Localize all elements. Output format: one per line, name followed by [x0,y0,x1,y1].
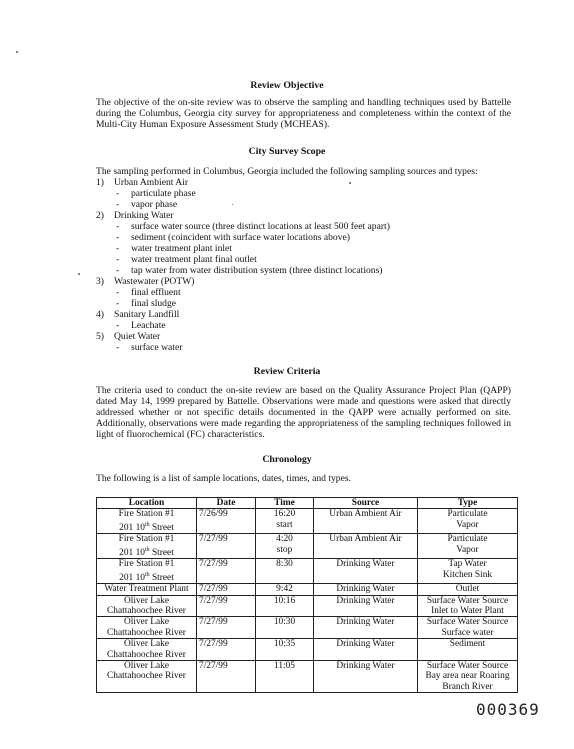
review-criteria-heading: Review Criteria [253,366,321,377]
source-subitem-label: sediment (coincident with surface water locations above) [131,232,350,243]
cell-line: Surface Water Source [426,595,509,606]
source-subitem [96,320,516,331]
cell-line: Fire Station #1 [118,509,175,520]
cell-location [97,595,197,617]
cell-source: Drinking Water [314,584,418,595]
bullet-dash: - [116,342,120,353]
cell-date: 7/27/99 [197,661,256,693]
cell-type [418,617,518,639]
cell-source: Drinking Water [314,661,418,693]
cell-line: 16:20 [273,509,296,520]
source-subitem [96,243,516,254]
cell-time [256,509,314,534]
cell-line: Oliver Lake [123,639,170,650]
cell-line: Particulate [447,509,488,520]
cell-line: Chattahoochee River [107,606,186,617]
cell-location [97,509,197,534]
cell-location [97,661,197,693]
cell-line: Inlet to Water Plant [431,606,504,617]
source-item [96,210,516,221]
bullet-dash: - [116,254,120,265]
column-header-source: Source [314,498,418,509]
bates-stamp: 000369 [476,700,540,719]
bullet-dash: - [116,265,120,276]
source-item [96,276,516,287]
chronology-heading: Chronology [262,454,312,465]
cell-line: Chattahoochee River [107,671,186,682]
source-subitem-label: Leachate [131,320,166,331]
source-subitem [96,265,516,276]
cell-time [256,559,314,584]
cell-time [256,534,314,559]
source-number: 4) [96,309,104,320]
cell-line: Fire Station #1 [118,534,175,545]
cell-line: 10:16 [273,595,296,606]
source-subitem [96,298,516,309]
cell-line: Vapor [456,519,479,530]
bullet-dash: - [116,287,120,298]
cell-type [418,661,518,693]
source-subitem [96,232,516,243]
column-header-time: Time [256,498,314,509]
source-subitem [96,287,516,298]
city-survey-heading: City Survey Scope [248,146,326,157]
table-row [97,661,518,693]
source-subitem [96,254,516,265]
source-subitem [96,199,516,210]
source-number: 1) [96,177,104,188]
cell-line: Surface water [441,627,494,638]
scan-speck [78,273,80,275]
source-item [96,177,516,188]
cell-time [256,639,314,661]
cell-type [418,584,518,595]
source-label: Wastewater (POTW) [114,276,195,287]
cell-source: Drinking Water [314,595,418,617]
cell-line: 201 10th Street [119,546,174,558]
cell-type [418,509,518,534]
source-item [96,331,516,342]
cell-line: Particulate [447,534,488,545]
bullet-dash: - [116,199,120,210]
source-subitem-label: particulate phase [131,188,196,199]
cell-line: Oliver Lake [123,617,170,628]
cell-line: Kitchen Sink [442,569,493,580]
cell-location [97,584,197,595]
bullet-dash: - [116,320,120,331]
cell-time [256,584,314,595]
cell-source: Urban Ambient Air [314,509,418,534]
source-subitem-label: final effluent [131,287,181,298]
review-objective-text: The objective of the on-site review was to observe the sampling and handling techniques used by Battelle during the Columbus, Georgia city survey for appropriateness and completeness within the context of the Multi-City Human Exposure Assessment Study (MCHEAS). [96,97,511,130]
source-subitem [96,188,516,199]
cell-line: 201 10th Street [119,521,174,533]
cell-time [256,661,314,693]
source-label: Drinking Water [114,210,174,221]
cell-line: Chattahoochee River [107,627,186,638]
cell-source: Drinking Water [314,639,418,661]
cell-date: 7/27/99 [197,595,256,617]
source-subitem-label: water treatment plant inlet [131,243,232,254]
table-row [97,509,518,534]
cell-source: Urban Ambient Air [314,534,418,559]
cell-time [256,617,314,639]
source-subitem [96,221,516,232]
cell-line: Surface Water Source [426,661,509,672]
source-subitem-label: tap water from water distribution system (three distinct locations) [131,265,383,276]
table-row [97,595,518,617]
review-objective-heading: Review Objective [250,80,324,91]
cell-line: Chattahoochee River [107,649,186,660]
chronology-table [96,497,518,693]
sampling-source-list [96,177,516,353]
cell-line: start [276,519,293,530]
cell-type [418,595,518,617]
cell-line: Oliver Lake [123,661,170,672]
cell-line: Fire Station #1 [118,559,175,570]
cell-time [256,595,314,617]
source-number: 3) [96,276,104,287]
bullet-dash: - [116,188,120,199]
bullet-dash: - [116,298,120,309]
column-header-type: Type [418,498,518,509]
cell-line: Vapor [456,544,479,555]
source-item [96,309,516,320]
review-criteria-text: The criteria used to conduct the on-site review are based on the Quality Assurance Project Plan (QAPP) dated May 14, 1999 prepared by Battelle. Observations were made and questions were asked that directly addressed whether or not specific details documented in the QAPP were actually performed on site. Additionally, observations were made regarding the appropriateness of the sampling techniques followed in light of fluorochemical (FC) characteristics. [96,385,511,440]
source-subitem-label: surface water [131,342,183,353]
source-subitem-label: final sludge [131,298,177,309]
cell-line: Water Treatment Plant [104,584,189,595]
cell-line: 9:42 [276,584,293,595]
cell-date: 7/27/99 [197,639,256,661]
city-survey-intro: The sampling performed in Columbus, Georgia included the following sampling sources and types: [96,166,478,177]
cell-source: Drinking Water [314,617,418,639]
table-row [97,639,518,661]
cell-location [97,617,197,639]
source-number: 2) [96,210,104,221]
cell-line: Surface Water Source [426,617,509,628]
bullet-dash: - [116,243,120,254]
source-number: 5) [96,331,104,342]
cell-line: 4:20 [276,534,293,545]
cell-line: Tap Water [448,559,487,570]
cell-date: 7/27/99 [197,559,256,584]
cell-type [418,559,518,584]
cell-line: Oliver Lake [123,595,170,606]
source-subitem-label: vapor phase [131,199,178,210]
source-label: Urban Ambient Air [114,177,189,188]
column-header-date: Date [197,498,256,509]
cell-line: 201 10th Street [119,571,174,583]
scan-speck [16,51,18,53]
cell-line: stop [276,544,293,555]
cell-location [97,534,197,559]
bullet-dash: - [116,221,120,232]
table-row [97,559,518,584]
bullet-dash: - [116,232,120,243]
cell-location [97,639,197,661]
cell-line: Outlet [455,584,480,595]
cell-type [418,534,518,559]
source-subitem [96,342,516,353]
cell-line: Branch River [442,681,493,692]
column-header-location: Location [97,498,197,509]
cell-date: 7/27/99 [197,584,256,595]
table-header-row [97,498,518,509]
table-row [97,617,518,639]
cell-line: 8:30 [276,559,293,570]
cell-source: Drinking Water [314,559,418,584]
cell-type [418,639,518,661]
source-subitem-label: surface water source (three distinct locations at least 500 feet apart) [131,221,390,232]
cell-line: Sediment [449,639,486,650]
chronology-intro: The following is a list of sample locations, dates, times, and types. [96,473,351,484]
table-row [97,534,518,559]
cell-date: 7/27/99 [197,617,256,639]
cell-date: 7/27/99 [197,534,256,559]
source-subitem-label: water treatment plant final outlet [131,254,257,265]
source-label: Sanitary Landfill [114,309,180,320]
source-label: Quiet Water [114,331,161,342]
cell-line: 10:30 [273,617,296,628]
cell-line: 11:05 [273,661,295,672]
cell-line: Bay area near Roaring [425,671,510,682]
table-row [97,584,518,595]
cell-date: 7/26/99 [197,509,256,534]
cell-location [97,559,197,584]
cell-line: 10:35 [273,639,296,650]
